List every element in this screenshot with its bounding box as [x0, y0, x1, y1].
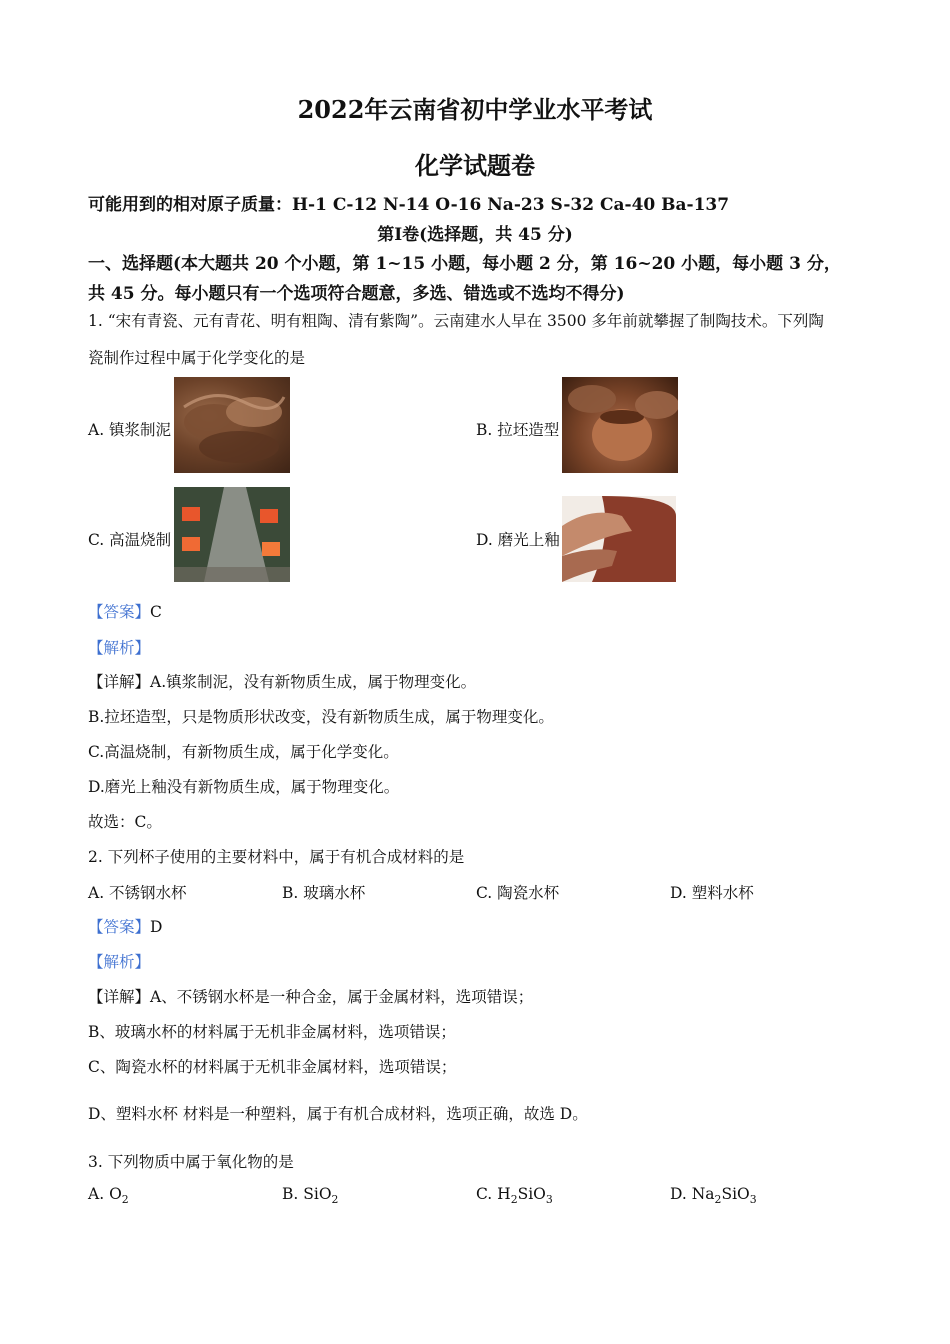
q1-answer-line — [88, 600, 162, 622]
page-title: 2022年云南省初中学业水平考试 — [297, 95, 653, 124]
section-heading-line1: 一、选择题(本大题共 20 个小题，第 1~15 小题，每小题 2 分，第 16~20 小题，每小题 3 分， — [88, 254, 841, 274]
q2-detail-label: 【详解】 — [88, 988, 151, 1006]
q1-detail-label: 【详解】 — [88, 673, 151, 691]
q2-option-b: B. 玻璃水杯 — [282, 884, 366, 902]
q2-option-d: D. 塑料水杯 — [670, 884, 754, 902]
q2-stem: 2. 下列杯子使用的主要材料中，属于有机合成材料的是 — [88, 848, 465, 866]
section-heading-line2: 共 45 分。每小题只有一个选项符合题意，多选、错选或不选均不得分) — [88, 284, 625, 304]
atomic-masses: 可能用到的相对原子质量：H-1 C-12 N-14 O-16 Na-23 S-32 Ca-40 Ba-137 — [88, 195, 730, 215]
q1-answer-value: C — [150, 603, 162, 621]
volume-title: 第Ⅰ卷(选择题，共 45 分) — [377, 225, 573, 245]
q2-analysis-label: 【解析】 — [88, 953, 151, 971]
glazing-illustration — [562, 496, 676, 582]
q2-option-a: A. 不锈钢水杯 — [88, 884, 187, 902]
q1-conclusion: 故选：C。 — [88, 813, 162, 831]
q2-detail-text1: A、不锈钢水杯是一种合金，属于金属材料，选项错误； — [150, 988, 534, 1006]
q3-option-c-letter: C. — [476, 1185, 498, 1203]
q2-detail-line1 — [88, 985, 533, 1007]
q1-option-d: D. 磨光上釉 — [476, 531, 560, 549]
pottery-wheel-illustration — [562, 377, 678, 473]
kiln-firing-illustration — [174, 487, 290, 582]
q1-stem-line2: 瓷制作过程中属于化学变化的是 — [88, 349, 306, 367]
q2-answer-line — [88, 915, 162, 937]
q1-detail-line3: C.高温烧制，有新物质生成，属于化学变化。 — [88, 743, 399, 761]
q1-detail-text1: A.镇浆制泥，没有新物质生成，属于物理变化。 — [150, 673, 477, 691]
q1-detail-line4: D.磨光上釉没有新物质生成，属于物理变化。 — [88, 778, 400, 796]
q3-option-c: C. $H_2SiO_3$ — [476, 1185, 553, 1207]
q3-option-b: B. SiO$_2$ — [282, 1185, 339, 1207]
q1-detail-line1 — [88, 670, 476, 692]
q2-detail-line3: C、陶瓷水杯的材料属于无机非金属材料，选项错误； — [88, 1058, 457, 1076]
q3-option-b-letter: B. — [282, 1185, 304, 1203]
clay-kneading-photo — [174, 377, 290, 473]
q2-detail-line2: B、玻璃水杯的材料属于无机非金属材料，选项错误； — [88, 1023, 456, 1041]
q3-stem: 3. 下列物质中属于氧化物的是 — [88, 1153, 294, 1171]
q3-option-d-letter: D. — [670, 1185, 692, 1203]
q2-answer-label: 【答案】 — [88, 918, 151, 936]
pottery-wheel-photo — [562, 377, 678, 473]
q2-answer-value: D — [150, 918, 163, 936]
glazing-photo — [562, 496, 676, 582]
q1-option-c: C. 高温烧制 — [88, 531, 172, 549]
q2-option-c: C. 陶瓷水杯 — [476, 884, 560, 902]
q1-detail-line2: B.拉坯造型，只是物质形状改变，没有新物质生成，属于物理变化。 — [88, 708, 554, 726]
q1-analysis-label: 【解析】 — [88, 639, 151, 657]
q1-stem-line1: 1. “宋有青瓷、元有青花、明有粗陶、清有紫陶”。云南建水人早在 3500 多年前就攀握了制陶技术。下列陶 — [88, 312, 824, 330]
clay-kneading-illustration — [174, 377, 290, 473]
q3-option-d: D. $Na_2SiO_3$ — [670, 1185, 757, 1207]
page-subtitle: 化学试题卷 — [415, 151, 535, 180]
q1-option-a: A. 镇浆制泥 — [88, 421, 172, 439]
q3-option-a: A. $O_2$ — [88, 1185, 129, 1207]
q1-option-b: B. 拉坯造型 — [476, 421, 560, 439]
q2-detail-line4: D、塑料水杯 材料是一种塑料，属于有机合成材料，选项正确，故选 D。 — [88, 1105, 588, 1123]
kiln-firing-photo — [174, 487, 290, 582]
q1-answer-label: 【答案】 — [88, 603, 151, 621]
q3-option-a-letter: A. — [88, 1185, 110, 1203]
